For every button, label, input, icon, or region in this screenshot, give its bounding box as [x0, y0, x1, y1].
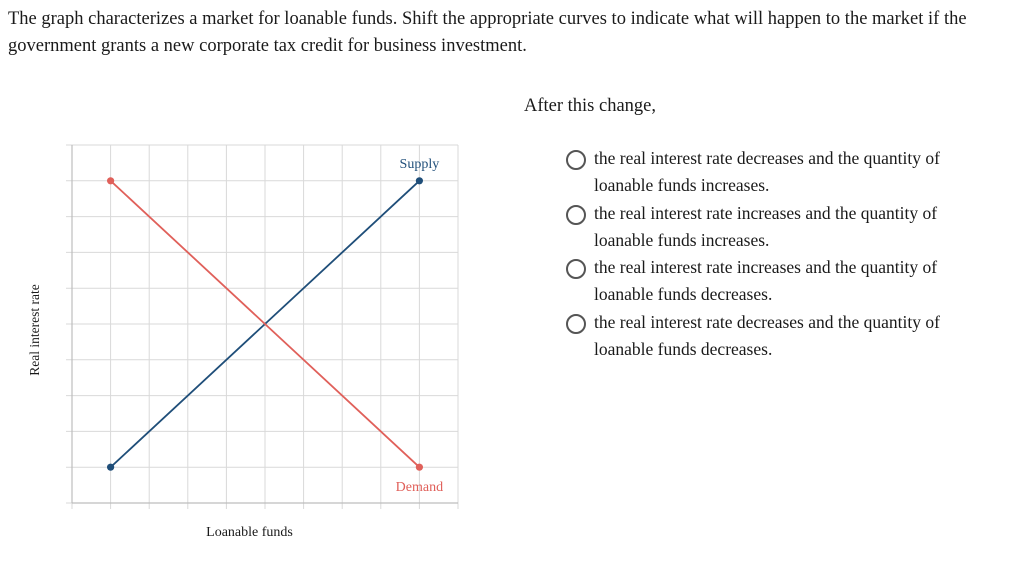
chart-canvas[interactable]: [0, 0, 470, 568]
answer-option-1[interactable]: [566, 145, 1006, 200]
y-axis-label: Real interest rate: [27, 284, 42, 376]
question-text: The graph characterizes a market for loanable funds. Shift the appropriate curves to indicate what will happen to the market if the government grants a new corporate tax credit for business investment.: [8, 9, 967, 56]
supply-curve-handle[interactable]: [416, 177, 423, 184]
radio-button[interactable]: [566, 259, 586, 279]
answer-option-3[interactable]: [566, 254, 1006, 309]
supply-curve-handle[interactable]: [107, 464, 114, 471]
option-label[interactable]: the real interest rate increases and the quantity of loanable funds decreases.: [594, 257, 938, 304]
prompt-text: After this change,: [524, 96, 657, 116]
option-label[interactable]: the real interest rate increases and the quantity of loanable funds increases.: [594, 202, 938, 250]
radio-button[interactable]: [566, 205, 586, 225]
demand-label: Demand: [395, 480, 444, 496]
answer-option-2[interactable]: [566, 200, 1006, 255]
option-label[interactable]: the real interest rate decreases and the quantity of loanable funds decreases.: [594, 311, 940, 359]
supply-label: Supply: [399, 156, 440, 172]
radio-button[interactable]: [566, 150, 586, 170]
option-label[interactable]: the real interest rate decreases and the quantity of loanable funds increases.: [594, 148, 940, 195]
answer-option-4[interactable]: [566, 309, 1006, 364]
answer-options: [566, 145, 1006, 363]
x-axis-label: Loanable funds: [206, 525, 293, 540]
demand-curve-handle[interactable]: [107, 177, 114, 184]
radio-button[interactable]: [566, 314, 586, 334]
demand-curve-handle[interactable]: [416, 464, 423, 471]
